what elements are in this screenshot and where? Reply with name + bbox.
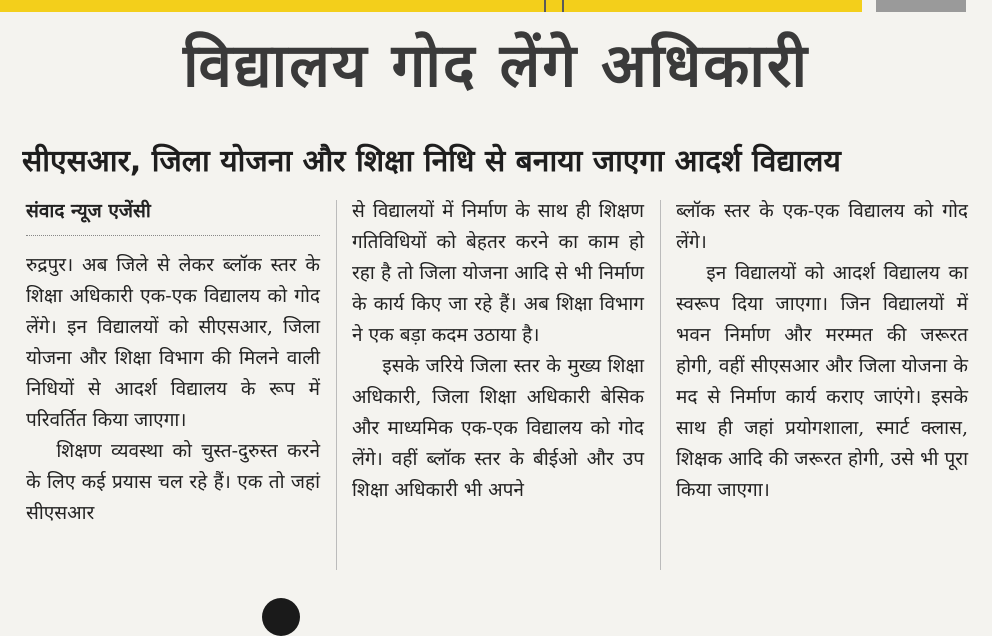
subheadline: सीएसआर, जिला योजना और शिक्षा निधि से बनाया जाएगा आदर्श विद्यालय bbox=[22, 144, 841, 179]
bottom-logo-mark bbox=[262, 598, 300, 636]
strip-divider bbox=[544, 0, 546, 12]
column-divider bbox=[336, 200, 337, 570]
strip-divider bbox=[562, 0, 564, 12]
headline: विद्यालय गोद लेंगे अधिकारी bbox=[182, 31, 809, 101]
article-column-3 bbox=[676, 196, 968, 506]
column-divider bbox=[660, 200, 661, 570]
byline-rule bbox=[26, 235, 320, 236]
paragraph: इसके जरिये जिला स्तर के मुख्य शिक्षा अधिकारी, जिला शिक्षा अधिकारी बेसिक और माध्यमिक एक-एक विद्यालय को गोद लेंगे। वहीं ब्लॉक स्तर के बीईओ और उप शिक्षा अधिकारी भी अपने bbox=[352, 355, 644, 501]
article-column-1 bbox=[26, 196, 320, 529]
paragraph: से विद्यालयों में निर्माण के साथ ही शिक्षण गतिविधियों को बेहतर करने का काम हो रहा है तो जिला योजना आदि से भी निर्माण के कार्य किए जा रहे हैं। अब शिक्षा विभाग ने एक बड़ा कदम उठाया है। bbox=[352, 200, 644, 346]
paragraph: शिक्षण व्यवस्था को चुस्त-दुरुस्त करने के लिए कई प्रयास चल रहे हैं। एक तो जहां सीएसआर bbox=[26, 440, 320, 524]
paragraph: रुद्रपुर। अब जिले से लेकर ब्लॉक स्तर के शिक्षा अधिकारी एक-एक विद्यालय को गोद लेंगे। इन विद्यालयों को सीएसआर, जिला योजना और शिक्षा विभाग की मिलने वाली निधियों से आदर्श विद्यालय के रूप में परिवर्तित किया जाएगा। bbox=[26, 254, 320, 431]
top-color-strip bbox=[0, 0, 862, 12]
paragraph: ब्लॉक स्तर के एक-एक विद्यालय को गोद लेंगे। bbox=[676, 200, 968, 253]
byline: संवाद न्यूज एजेंसी bbox=[26, 200, 151, 222]
article-column-2 bbox=[352, 196, 644, 506]
paragraph: इन विद्यालयों को आदर्श विद्यालय का स्वरूप दिया जाएगा। जिन विद्यालयों में भवन निर्माण और मरम्मत की जरूरत होगी, वहीं सीएसआर और जिला योजना के मद से निर्माण कार्य कराए जाएंगे। इसके साथ ही जहां प्रयोगशाला, स्मार्ट क्लास, शिक्षक आदि की जरूरत होगी, उसे भी पूरा किया जाएगा। bbox=[676, 262, 968, 501]
top-right-block bbox=[876, 0, 966, 12]
